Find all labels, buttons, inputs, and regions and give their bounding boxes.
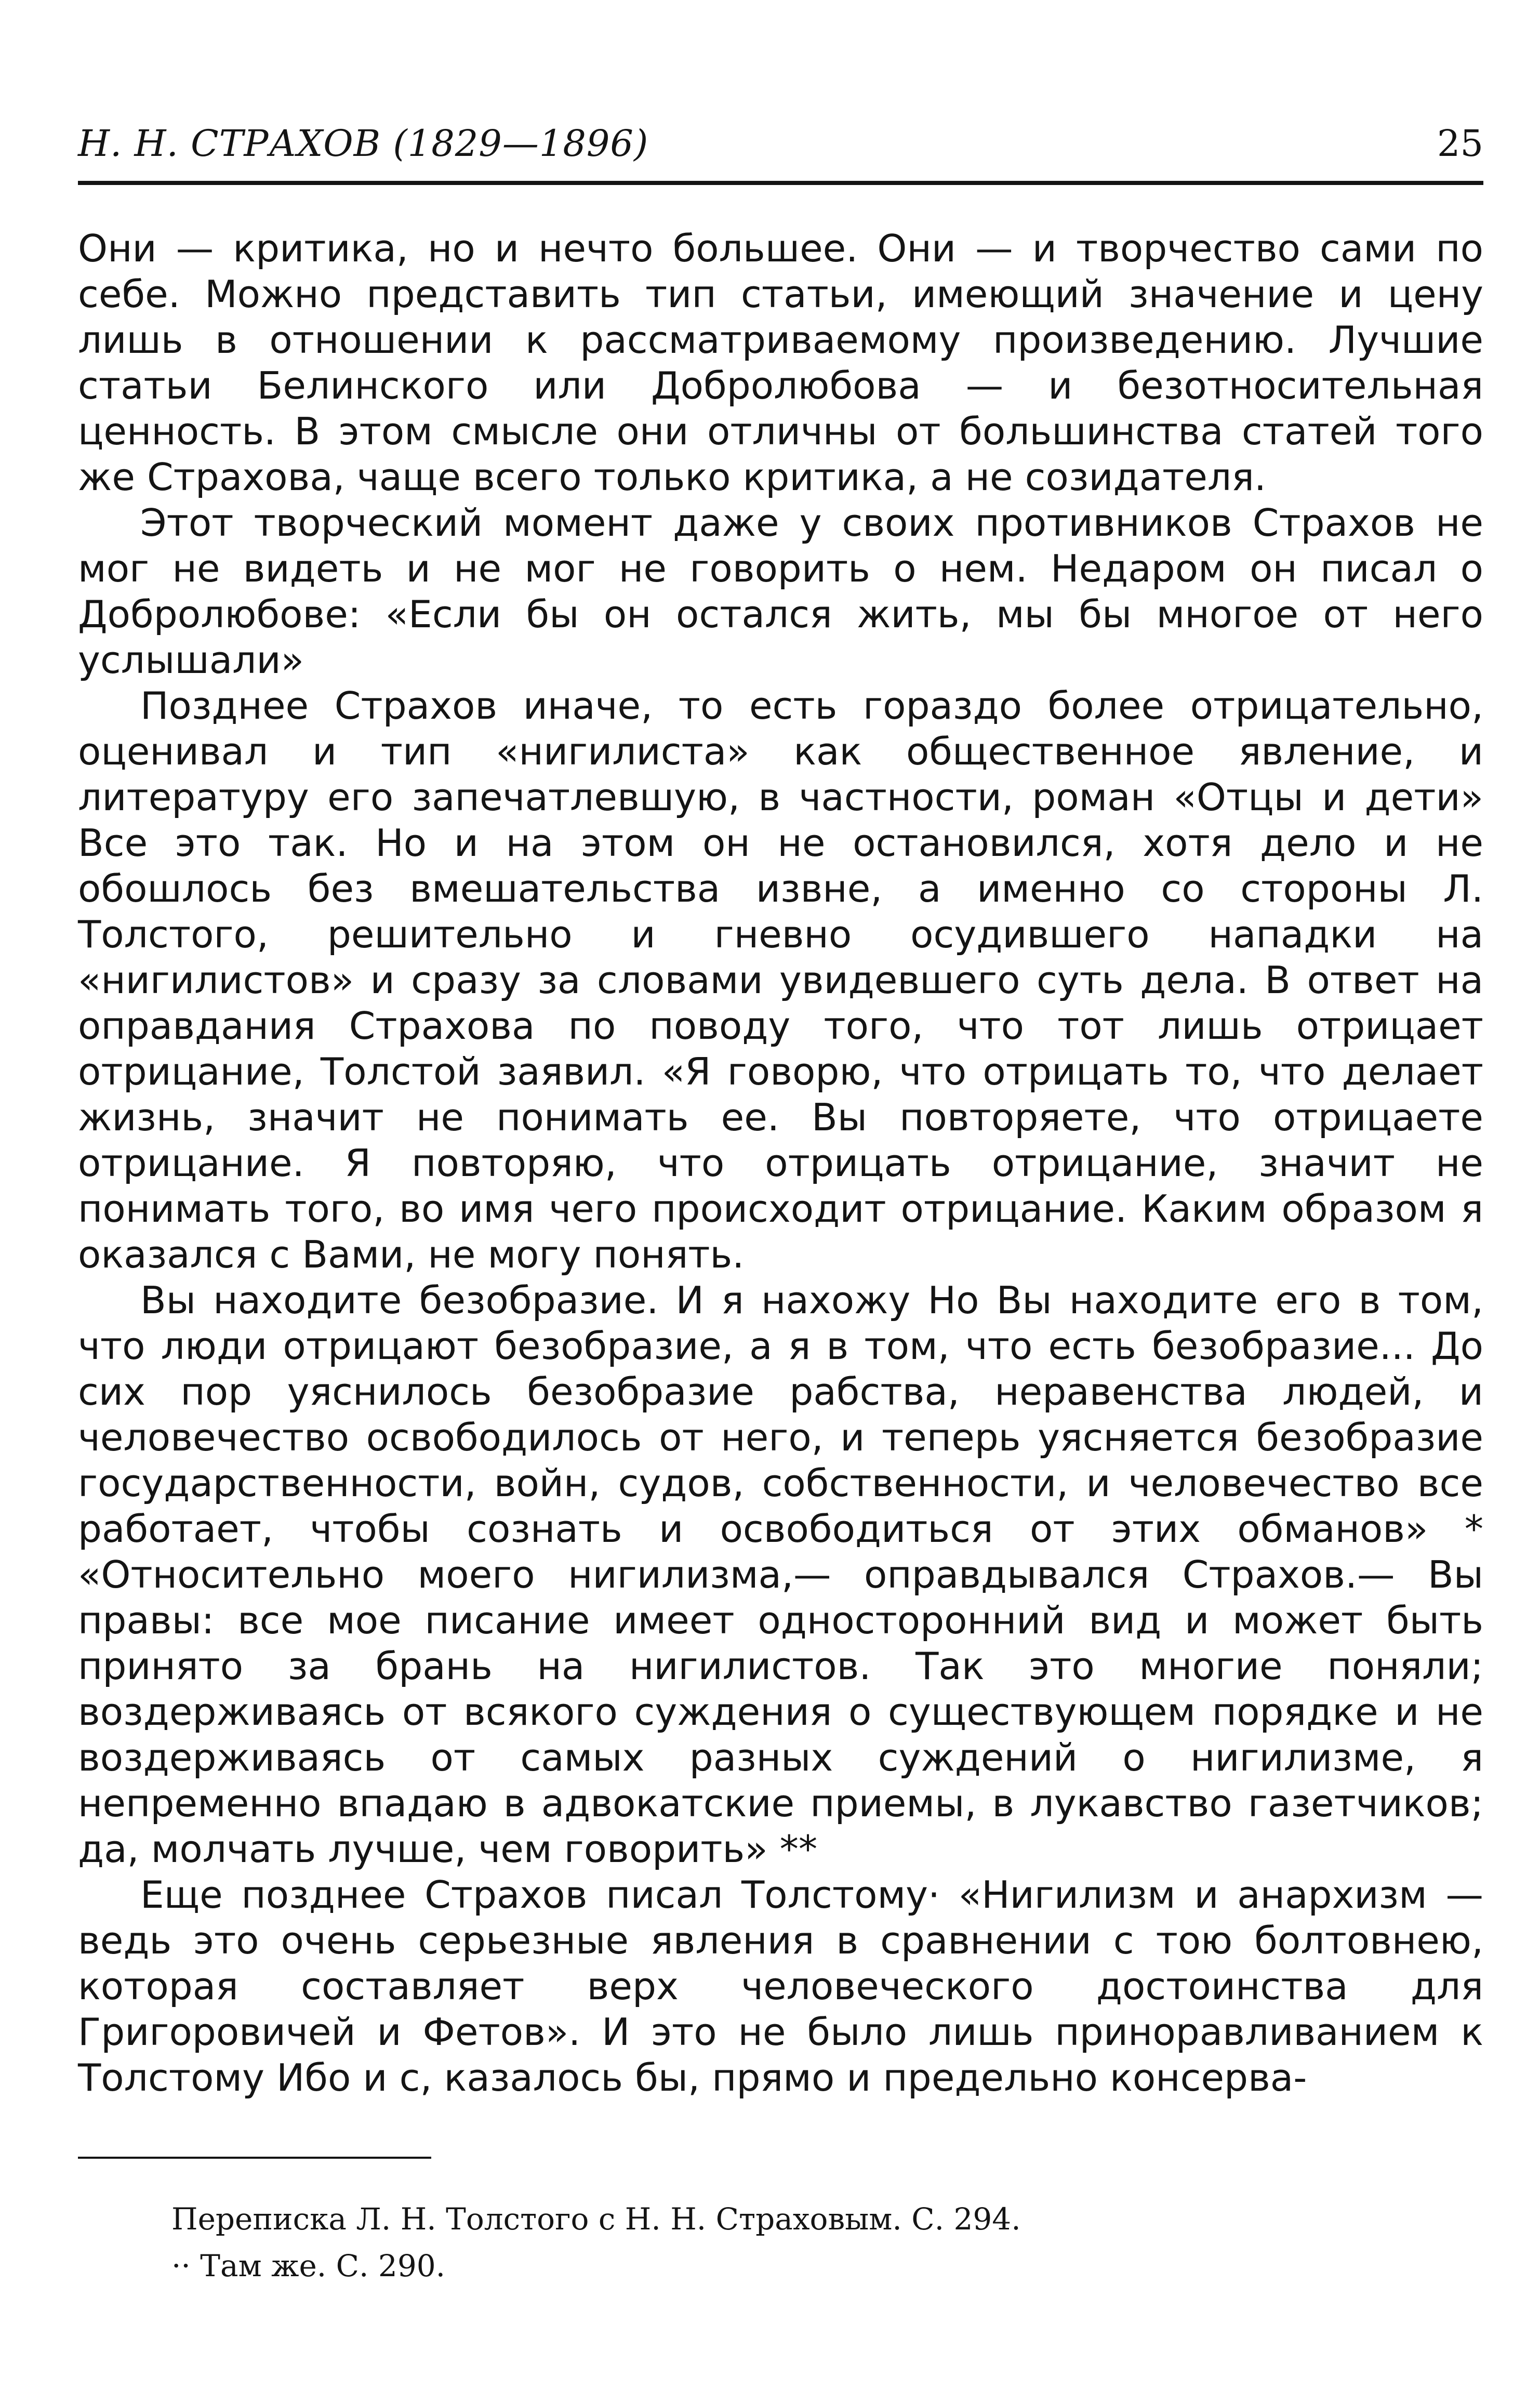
paragraph: Они — критика, но и нечто большее. Они — и творчество сами по себе. Можно представить тип статьи, имеющий значение и цену лишь в отношении к рассматриваемому произведению. Лучшие статьи Белинского или Добролюбова — и безотносительная ценность. В этом смысле они отличны от большинства статей того же Страхова, чаще всего только критика, а не созидателя. — [78, 227, 1483, 499]
header-divider — [78, 181, 1483, 185]
footnote: ·· Там же. С. 290. — [171, 2248, 446, 2283]
main-text — [78, 226, 1483, 2101]
paragraph: Этот творческий момент даже у своих противников Страхов не мог не видеть и не мог не говорить о нем. Недаром он писал о Добролюбове: «Если бы он остался жить, мы бы многое от него услышали» — [78, 501, 1483, 682]
page-number: 25 — [1437, 122, 1483, 165]
running-title: Н. Н. СТРАХОВ (1829—1896) — [78, 122, 649, 165]
paragraph: Еще позднее Страхов писал Толстому· «Нигилизм и анархизм — ведь это очень серьезные явления в сравнении с тою болтовнею, которая составляет верх человеческого достоинства для Григоровичей и Фетов». И это не было лишь приноравливанием к Толстому Ибо и с, казалось бы, прямо и предельно консерва- — [78, 1873, 1483, 2100]
footnotes — [78, 2196, 1483, 2289]
footnote-divider — [78, 2157, 431, 2159]
running-header — [78, 112, 1483, 184]
paragraph: Вы находите безобразие. И я нахожу Но Вы находите его в том, что люди отрицают безобразие, а я в том, что есть безобразие... До сих пор уяснилось безобразие рабства, неравенства людей, и человечество освободилось от него, и теперь уясняется безобразие государственности, войн, судов, собственности, и человечество все работает, чтобы сознать и освободиться от этих обманов» * «Относительно моего нигилизма,— оправдывался Страхов.— Вы правы: все мое писание имеет односторонний вид и может быть принято за брань на нигилистов. Так это многие поняли; воздерживаясь от всякого суждения о существующем порядке и не воздерживаясь от самых разных суждений о нигилизме, я непременно впадаю в адвокатские приемы, в лукавство газетчиков; да, молчать лучше, чем говорить» ** — [78, 1279, 1483, 1871]
paragraph: Позднее Страхов иначе, то есть гораздо более отрицательно, оценивал и тип «нигилиста» как общественное явление, и литературу его запечатлевшую, в частности, роман «Отцы и дети» Все это так. Но и на этом он не остановился, хотя дело и не обошлось без вмешательства извне, а именно со стороны Л. Толстого, решительно и гневно осудившего нападки на «нигилистов» и сразу за словами увидевшего суть дела. В ответ на оправдания Страхова по поводу того, что тот лишь отрицает отрицание, Толстой заявил. «Я говорю, что отрицать то, что делает жизнь, значит не понимать ее. Вы повторяете, что отрицаете отрицание. Я повторяю, что отрицать отрицание, значит не понимать того, во имя чего происходит отрицание. Каким образом я оказался с Вами, не могу понять. — [78, 684, 1483, 1277]
footnote: Переписка Л. Н. Толстого с Н. Н. Страховым. С. 294. — [171, 2201, 1021, 2237]
